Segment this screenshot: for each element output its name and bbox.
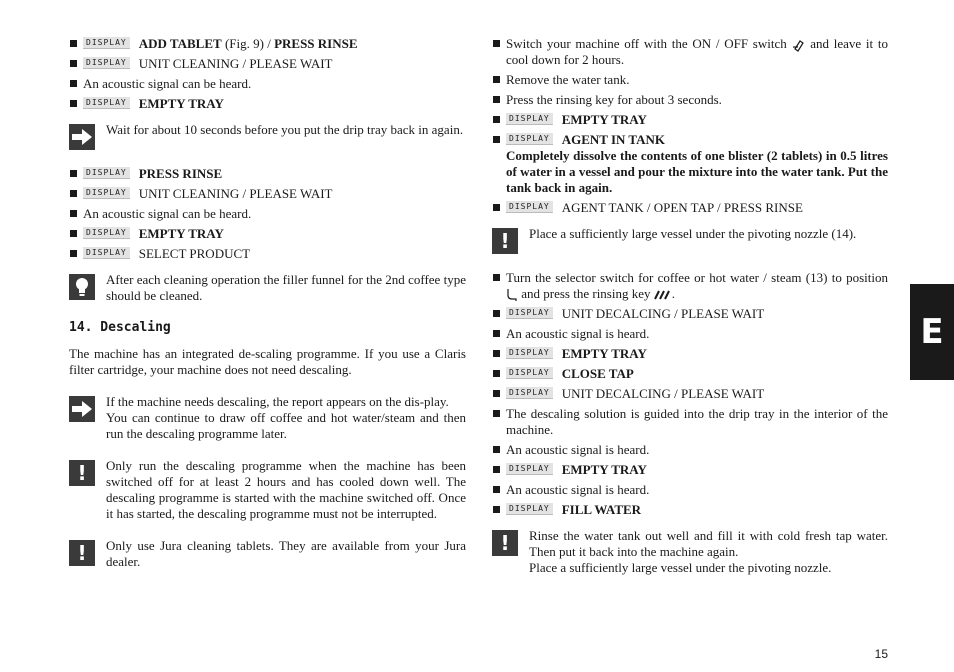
display-icon: DISPLAY — [506, 201, 553, 213]
bullet-square — [493, 350, 500, 357]
note-filler-funnel: After each cleaning operation the filler funnel for the 2nd coffee type should be cleaned. — [69, 272, 466, 304]
bullet-square — [493, 370, 500, 377]
display-icon: DISPLAY — [83, 97, 130, 109]
display-message: AGENT TANK / OPEN TAP / PRESS RINSE — [561, 200, 803, 215]
display-icon: DISPLAY — [506, 387, 553, 399]
step-empty-tray — [69, 96, 466, 112]
note-drip-tray: Wait for about 10 seconds before you put the drip tray back in again. — [69, 122, 466, 150]
bullet-square — [70, 80, 77, 87]
step-empty-tray — [492, 462, 888, 478]
step-add-tablet: DISPLAY ADD TABLET (Fig. 9) / PRESS RINSE — [69, 36, 466, 52]
bullet-square — [70, 170, 77, 177]
dissolve-instructions: Completely dissolve the contents of one blister (2 tablets) in 0.5 litres of water in a vessel and pour the mixture into the water tank. Put the tank back in again. — [506, 148, 888, 195]
bullet-square — [493, 96, 500, 103]
step-empty-tray — [492, 112, 888, 128]
section-heading: 14. Descaling — [69, 320, 171, 335]
display-icon: DISPLAY — [83, 37, 130, 49]
step-unit-cleaning — [69, 186, 466, 202]
display-message: EMPTY TRAY — [561, 462, 647, 478]
display-message: CLOSE TAP — [561, 366, 634, 382]
bullet-square — [493, 446, 500, 453]
bullet-square — [70, 40, 77, 47]
display-message: UNIT DECALCING / PLEASE WAIT — [561, 306, 765, 322]
step-press-rinse — [69, 166, 466, 182]
arrow-icon — [69, 396, 95, 422]
step-agent-in-tank — [492, 132, 888, 148]
warning-jura-tablets: ! Only use Jura cleaning tablets. They are available from your Jura dealer. — [69, 538, 466, 570]
step-empty-tray — [492, 346, 888, 362]
step-empty-tray — [69, 226, 466, 242]
bullet-square — [70, 250, 77, 257]
display-message: UNIT DECALCING / PLEASE WAIT — [561, 386, 765, 402]
step-turn-selector: Turn the selector switch for coffee or hot water / steam (13) to position and press the rinsing key . — [492, 270, 888, 302]
warning-descaling-conditions: ! Only run the descaling programme when the machine has been switched off for at least 2 hours and has cooled down well. The descaling programme is started with the machine switched off. Once it has started, the descaling programme must not be interrupted. — [69, 458, 466, 522]
exclamation-icon: ! — [492, 228, 518, 254]
bullet-square — [493, 506, 500, 513]
display-message: PRESS RINSE — [138, 166, 223, 181]
step-switch-off: Switch your machine off with the ON / OFF switch and leave it to cool down for 2 hours. — [492, 36, 888, 68]
display-message: SELECT PRODUCT — [138, 246, 251, 261]
display-icon: DISPLAY — [83, 167, 130, 179]
step-acoustic-signal: An acoustic signal is heard. — [492, 326, 888, 342]
display-message: UNIT CLEANING / PLEASE WAIT — [138, 56, 333, 71]
lightbulb-icon — [69, 274, 95, 300]
step-solution-guided: The descaling solution is guided into the drip tray in the interior of the machine. — [492, 406, 888, 438]
left-column — [69, 36, 466, 586]
step-remove-tank: Remove the water tank. — [492, 72, 888, 88]
step-acoustic-signal: An acoustic signal can be heard. — [69, 206, 466, 222]
display-icon: DISPLAY — [83, 247, 130, 259]
step-acoustic-signal: An acoustic signal is heard. — [492, 482, 888, 498]
step-agent-tank-open-tap — [492, 200, 888, 216]
display-message: EMPTY TRAY — [561, 112, 647, 127]
step-select-product — [69, 246, 466, 262]
bullet-square — [493, 486, 500, 493]
bullet-square — [493, 466, 500, 473]
display-icon: DISPLAY — [506, 307, 553, 319]
display-icon: DISPLAY — [83, 227, 130, 239]
display-icon: DISPLAY — [506, 133, 553, 145]
step-fill-water — [492, 502, 888, 518]
bullet-square — [493, 330, 500, 337]
arrow-icon — [69, 124, 95, 150]
display-message: EMPTY TRAY — [138, 96, 224, 111]
display-icon: DISPLAY — [506, 463, 553, 475]
step-unit-cleaning — [69, 56, 466, 72]
exclamation-icon: ! — [69, 540, 95, 566]
bullet-square — [493, 274, 500, 281]
warning-vessel-nozzle: ! Place a sufficiently large vessel under the pivoting nozzle (14). — [492, 226, 888, 254]
bullet-square — [493, 40, 500, 47]
page-number: 15 — [874, 647, 888, 661]
display-icon: DISPLAY — [506, 347, 553, 359]
right-column — [492, 36, 888, 592]
display-message: AGENT IN TANK — [561, 132, 666, 147]
step-close-tap — [492, 366, 888, 382]
display-message: ADD TABLET — [138, 36, 222, 51]
exclamation-icon: ! — [69, 460, 95, 486]
intro-paragraph: The machine has an integrated de-scaling programme. If you use a Claris filter cartridge, your machine does not need descaling. — [69, 346, 466, 377]
display-message: EMPTY TRAY — [138, 226, 224, 241]
exclamation-icon: ! — [492, 530, 518, 556]
bullet-square — [493, 390, 500, 397]
display-message: EMPTY TRAY — [561, 346, 647, 362]
step-unit-decalcing — [492, 306, 888, 322]
step-press-rinsing-key: Press the rinsing key for about 3 seconds. — [492, 92, 888, 108]
power-switch-icon — [792, 39, 806, 52]
display-message: UNIT CLEANING / PLEASE WAIT — [138, 186, 333, 201]
steam-nozzle-icon — [506, 288, 518, 302]
bullet-square — [493, 310, 500, 317]
display-icon: DISPLAY — [506, 113, 553, 125]
display-icon: DISPLAY — [506, 367, 553, 379]
rinsing-key-icon — [654, 290, 672, 300]
display-message: FILL WATER — [561, 502, 642, 518]
bullet-square — [493, 410, 500, 417]
display-icon: DISPLAY — [83, 187, 130, 199]
step-acoustic-signal: An acoustic signal can be heard. — [69, 76, 466, 92]
bullet-square — [70, 60, 77, 67]
bullet-square — [493, 116, 500, 123]
display-icon: DISPLAY — [83, 57, 130, 69]
bullet-square — [70, 190, 77, 197]
bullet-square — [70, 230, 77, 237]
bullet-square — [493, 76, 500, 83]
section-tab: E — [910, 284, 954, 380]
display-icon: DISPLAY — [506, 503, 553, 515]
step-unit-decalcing — [492, 386, 888, 402]
bullet-square — [493, 136, 500, 143]
bullet-square — [70, 100, 77, 107]
bullet-square — [493, 204, 500, 211]
step-acoustic-signal: An acoustic signal is heard. — [492, 442, 888, 458]
warning-rinse-tank: ! Rinse the water tank out well and fill it with cold fresh tap water. Then put it back into the machine again. Place a sufficiently large vessel under the pivoting nozzle. — [492, 528, 888, 576]
bullet-square — [70, 210, 77, 217]
note-descaling-report: If the machine needs descaling, the report appears on the dis-play. You can continue to draw off coffee and hot water/steam and then run the descaling programme later. — [69, 394, 466, 442]
